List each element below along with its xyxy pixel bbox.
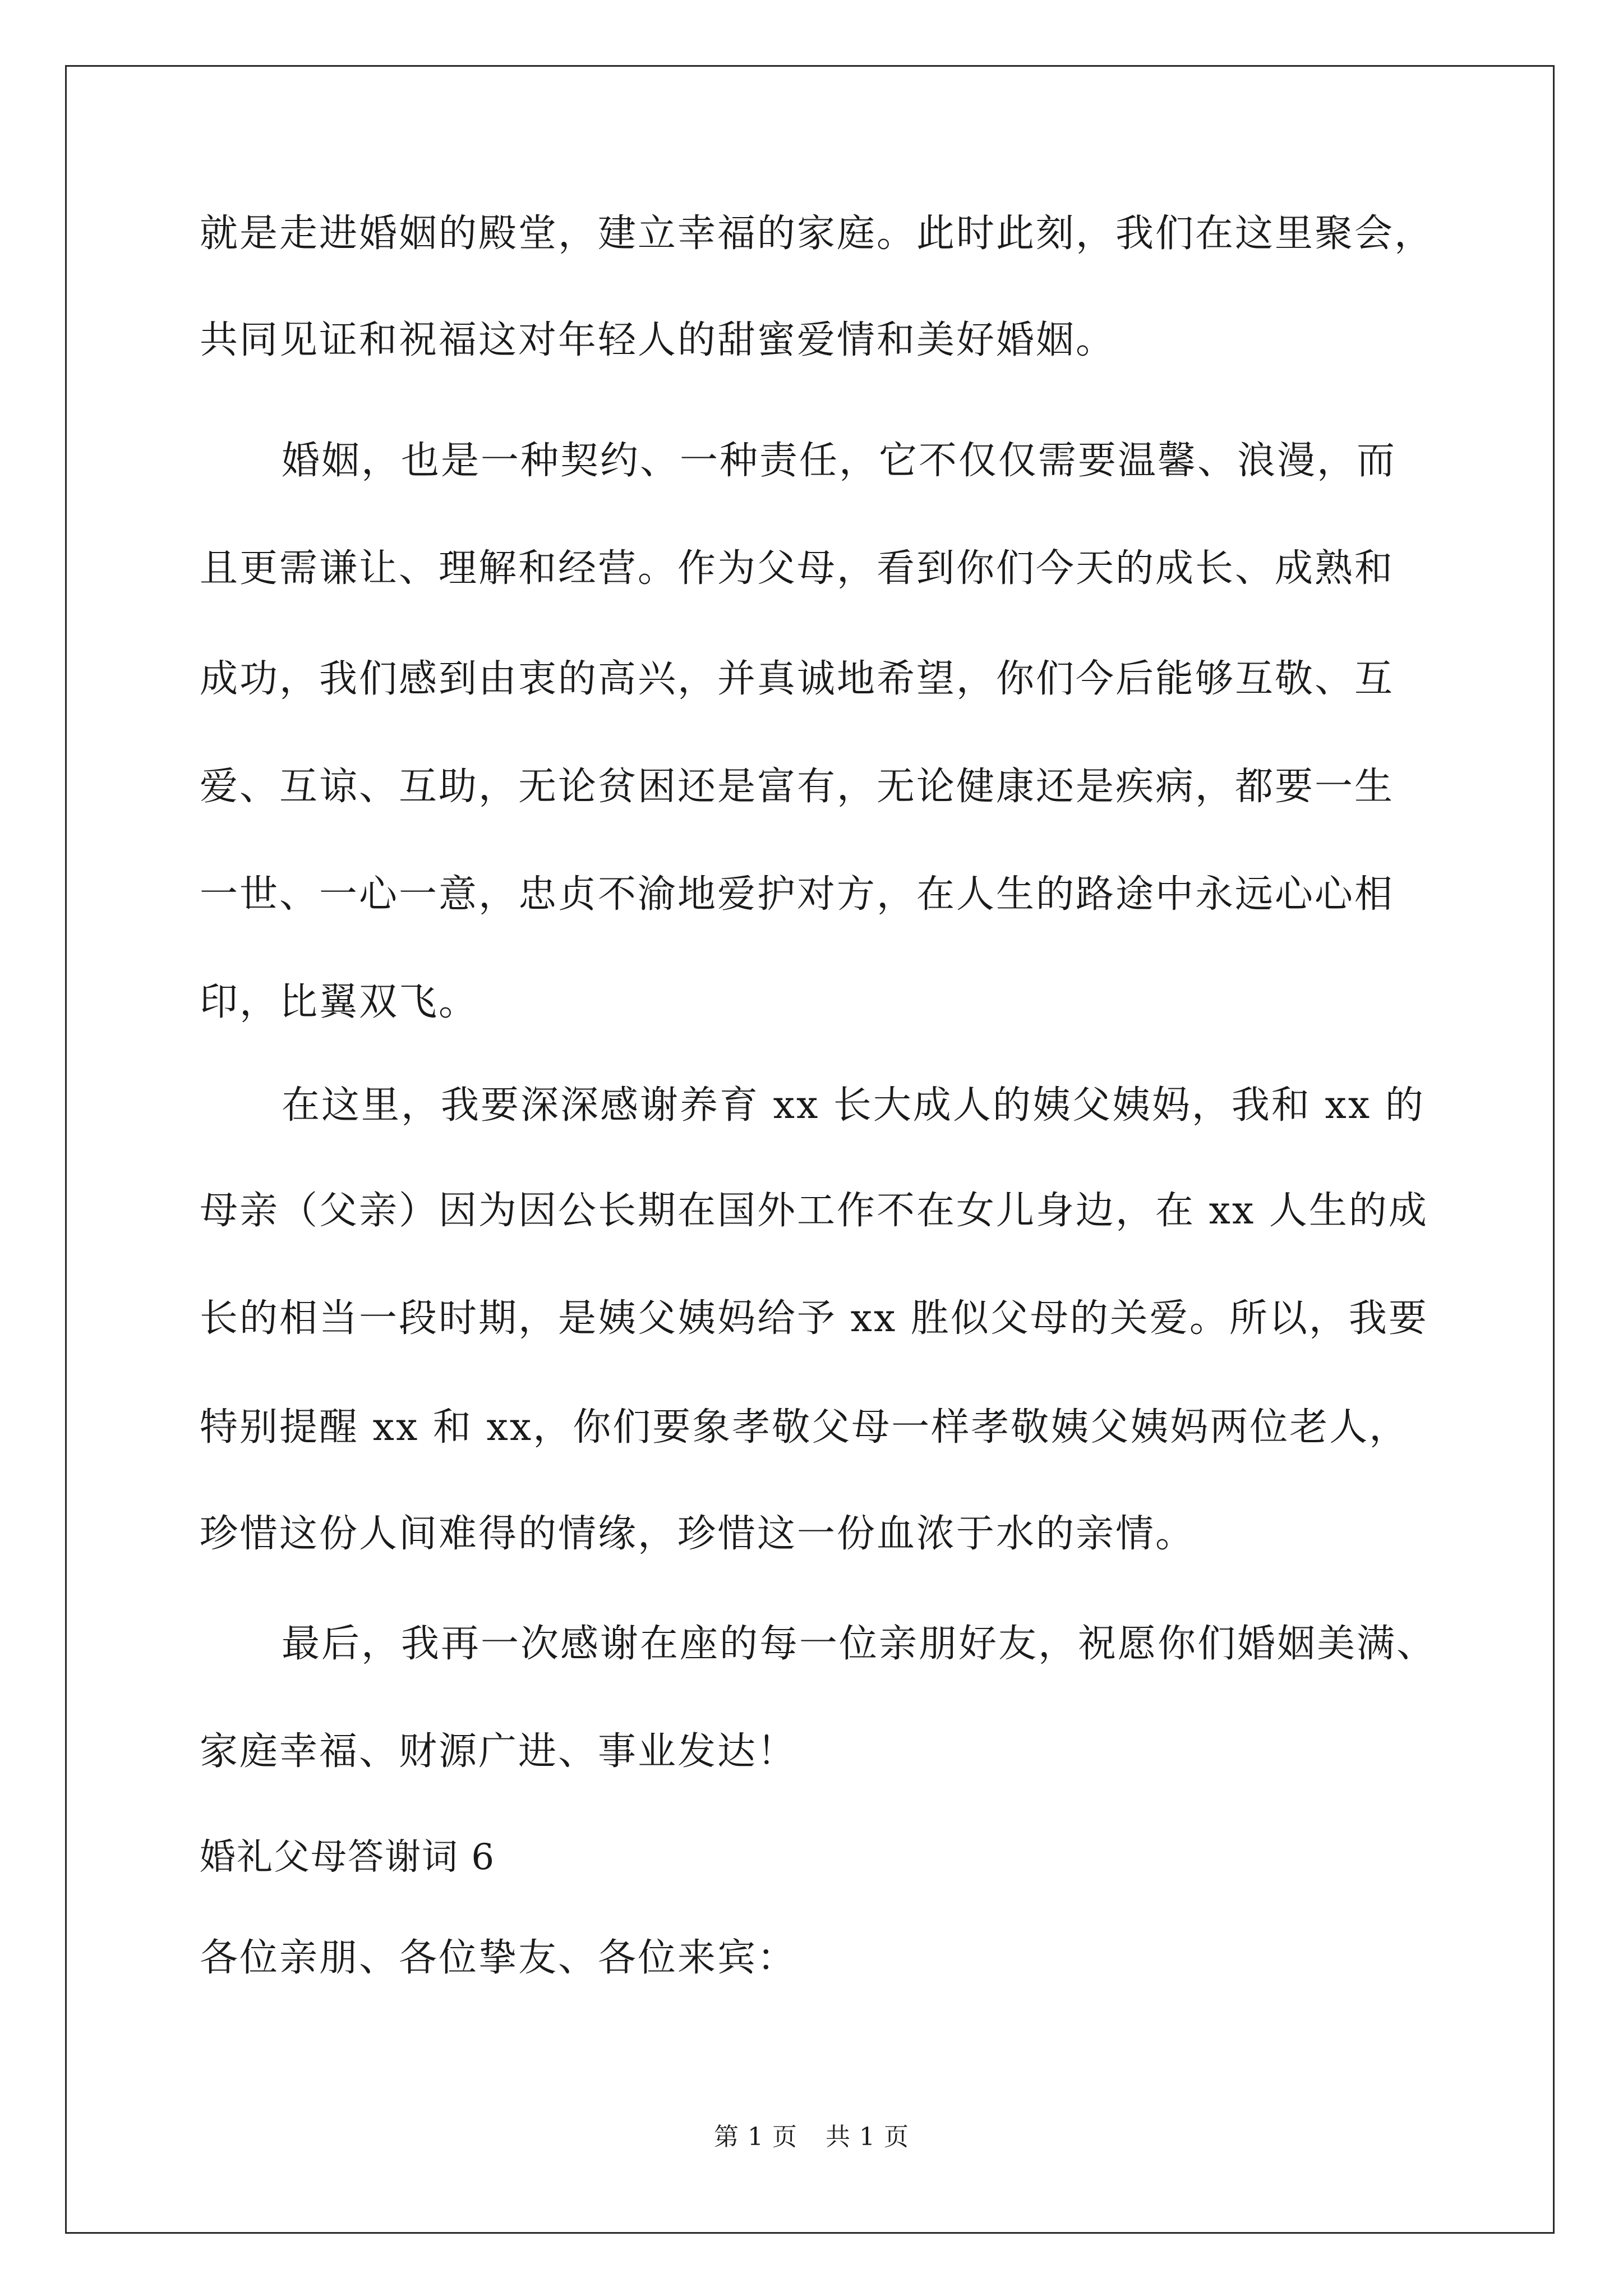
text-line: 就是走进婚姻的殿堂，建立幸福的家庭。此时此刻，我们在这里聚会， xyxy=(200,211,1435,256)
page-number: 第 1 页 xyxy=(714,2123,797,2151)
text-line: 一世、一心一意，忠贞不渝地爱护对方，在人生的路途中永远心心相 xyxy=(200,872,1395,917)
page-footer xyxy=(0,2120,1623,2154)
text-line: 母亲（父亲）因为因公长期在国外工作不在女儿身边，在 xx 人生的成 xyxy=(200,1189,1428,1233)
text-line: 成功，我们感到由衷的高兴，并真诚地希望，你们今后能够互敬、互 xyxy=(200,657,1395,701)
text-line: 家庭幸福、财源广进、事业发达！ xyxy=(200,1729,797,1774)
page-total: 共 1 页 xyxy=(826,2123,909,2151)
text-line: 珍惜这份人间难得的情缘，珍惜这一份血浓于水的亲情。 xyxy=(200,1512,1196,1556)
text-line: 共同见证和祝福这对年轻人的甜蜜爱情和美好婚姻。 xyxy=(200,318,1116,362)
paragraph-first-line: 在这里，我要深深感谢养育 xx 长大成人的姨父姨妈，我和 xx 的 xyxy=(282,1083,1425,1128)
text-line: 爱、互谅、互助，无论贫困还是富有，无论健康还是疾病，都要一生 xyxy=(200,765,1395,809)
page-border xyxy=(65,65,1555,2234)
paragraph-first-line: 最后，我再一次感谢在座的每一位亲朋好友，祝愿你们婚姻美满、 xyxy=(282,1622,1437,1666)
text-line: 特别提醒 xx 和 xx，你们要象孝敬父母一样孝敬姨父姨妈两位老人， xyxy=(200,1405,1409,1450)
text-line: 且更需谦让、理解和经营。作为父母，看到你们今天的成长、成熟和 xyxy=(200,546,1395,591)
section-heading: 婚礼父母答谢词 6 xyxy=(200,1837,496,1878)
text-line: 长的相当一段时期，是姨父姨妈给予 xx 胜似父母的关爱。所以，我要 xyxy=(200,1296,1428,1341)
paragraph-first-line: 婚姻，也是一种契约、一种责任，它不仅仅需要温馨、浪漫，而 xyxy=(282,439,1397,483)
text-line: 印，比翼双飞。 xyxy=(200,980,479,1024)
salutation-line: 各位亲朋、各位挚友、各位来宾： xyxy=(200,1936,797,1980)
